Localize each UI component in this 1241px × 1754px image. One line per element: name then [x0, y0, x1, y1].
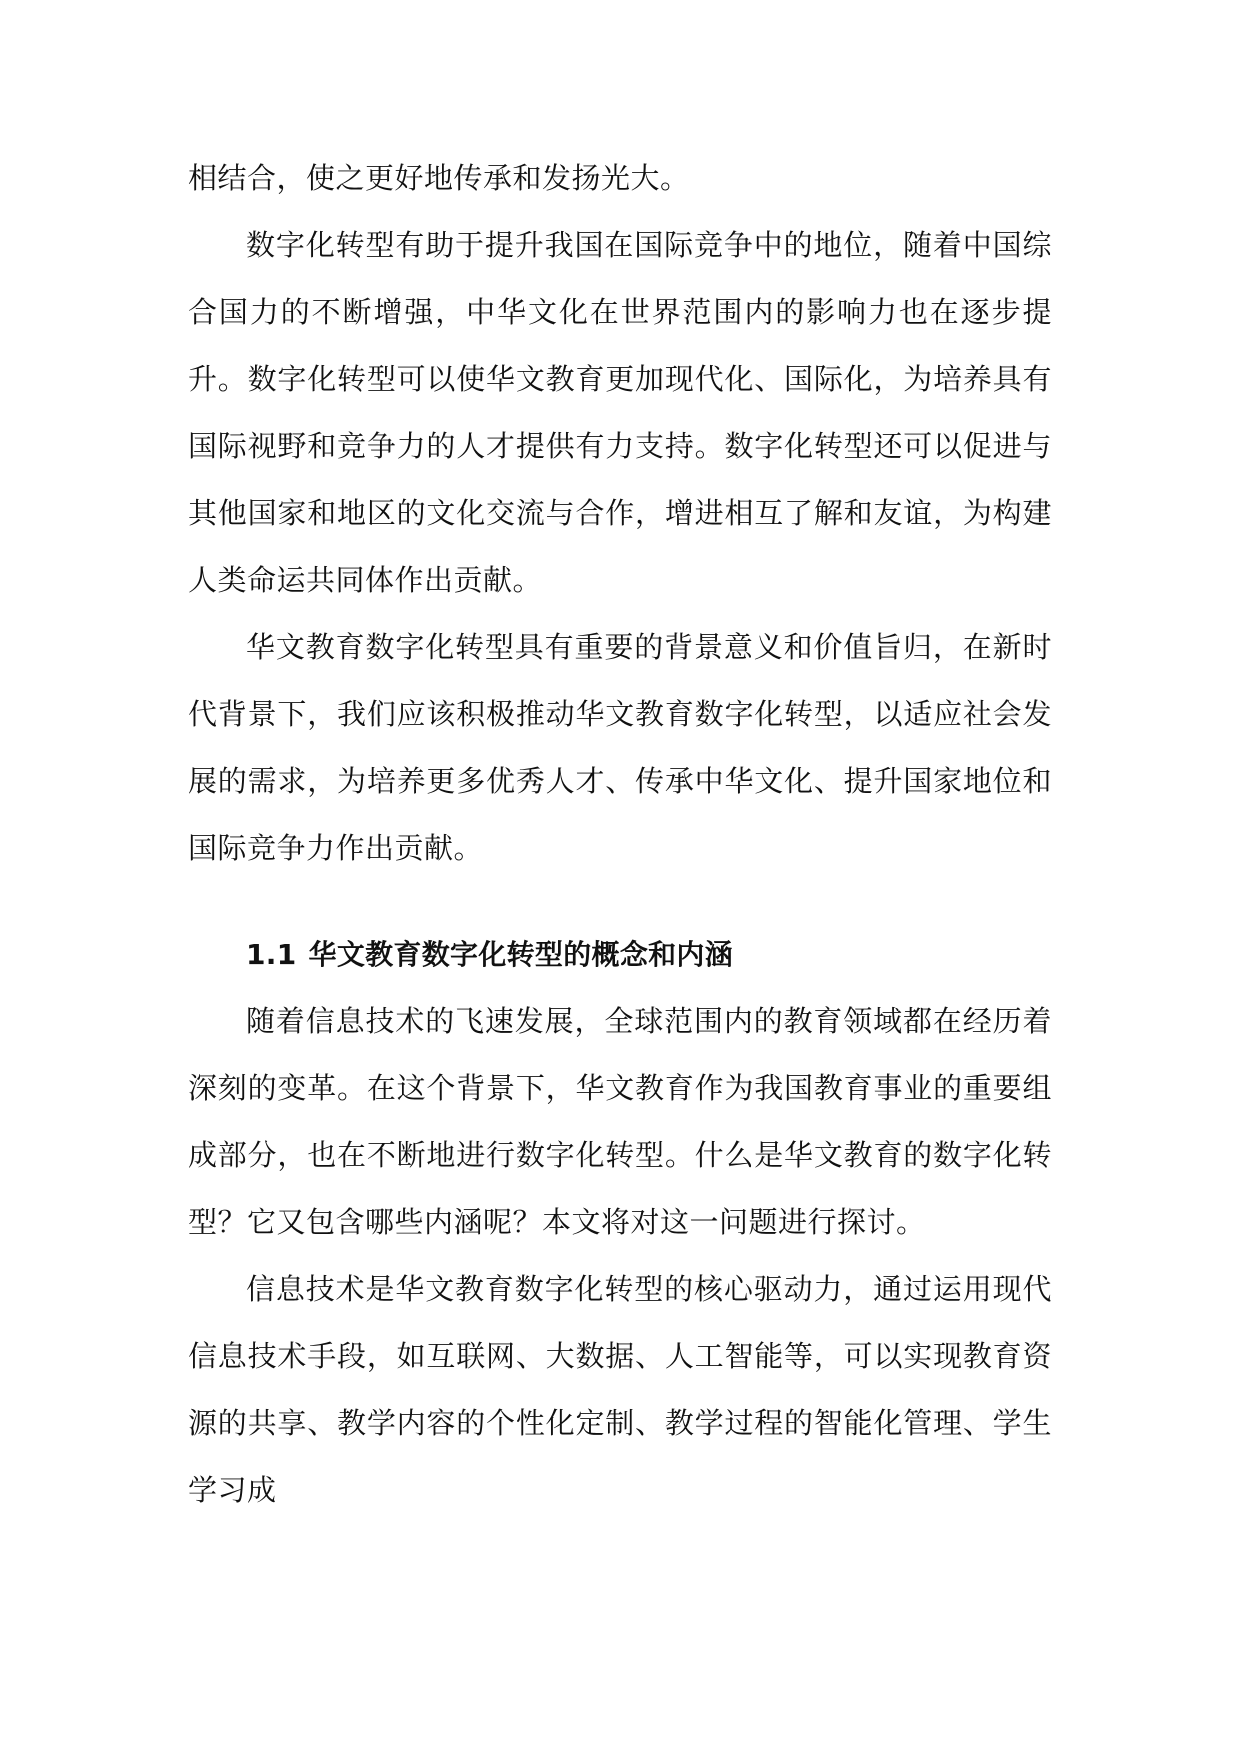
paragraph-international-competition: 数字化转型有助于提升我国在国际竞争中的地位，随着中国综合国力的不断增强，中华文化在世界范围内的影响力也在逐步提升。数字化转型可以使华文教育更加现代化、国际化，为培养具有国际视野和竞争力的人才提供有力支持。数字化转型还可以促进与其他国家和地区的文化交流与合作，增进相互了解和友谊，为构建人类命运共同体作出贡献。 — [188, 228, 1052, 597]
paragraph-information-technology: 信息技术是华文教育数字化转型的核心驱动力，通过运用现代信息技术手段，如互联网、大数据、人工智能等，可以实现教育资源的共享、教学内容的个性化定制、教学过程的智能化管理、学生学习成 — [188, 1272, 1052, 1507]
section-heading — [246, 921, 1052, 988]
paragraph-digital-transformation-intro: 随着信息技术的飞速发展，全球范围内的教育领域都在经历着深刻的变革。在这个背景下，华文教育作为我国教育事业的重要组成部分，也在不断地进行数字化转型。什么是华文教育的数字化转型？它又包含哪些内涵呢？本文将对这一问题进行探讨。 — [188, 1004, 1052, 1239]
document-body — [188, 145, 1052, 1524]
section-title: 华文教育数字化转型的概念和内涵 — [308, 938, 734, 971]
paragraph-continuation: 相结合，使之更好地传承和发扬光大。 — [188, 161, 690, 195]
paragraph-background-significance: 华文教育数字化转型具有重要的背景意义和价值旨归，在新时代背景下，我们应该积极推动华文教育数字化转型，以适应社会发展的需求，为培养更多优秀人才、传承中华文化、提升国家地位和国际竞争力作出贡献。 — [188, 630, 1052, 865]
section-number: 1.1 — [246, 938, 297, 971]
